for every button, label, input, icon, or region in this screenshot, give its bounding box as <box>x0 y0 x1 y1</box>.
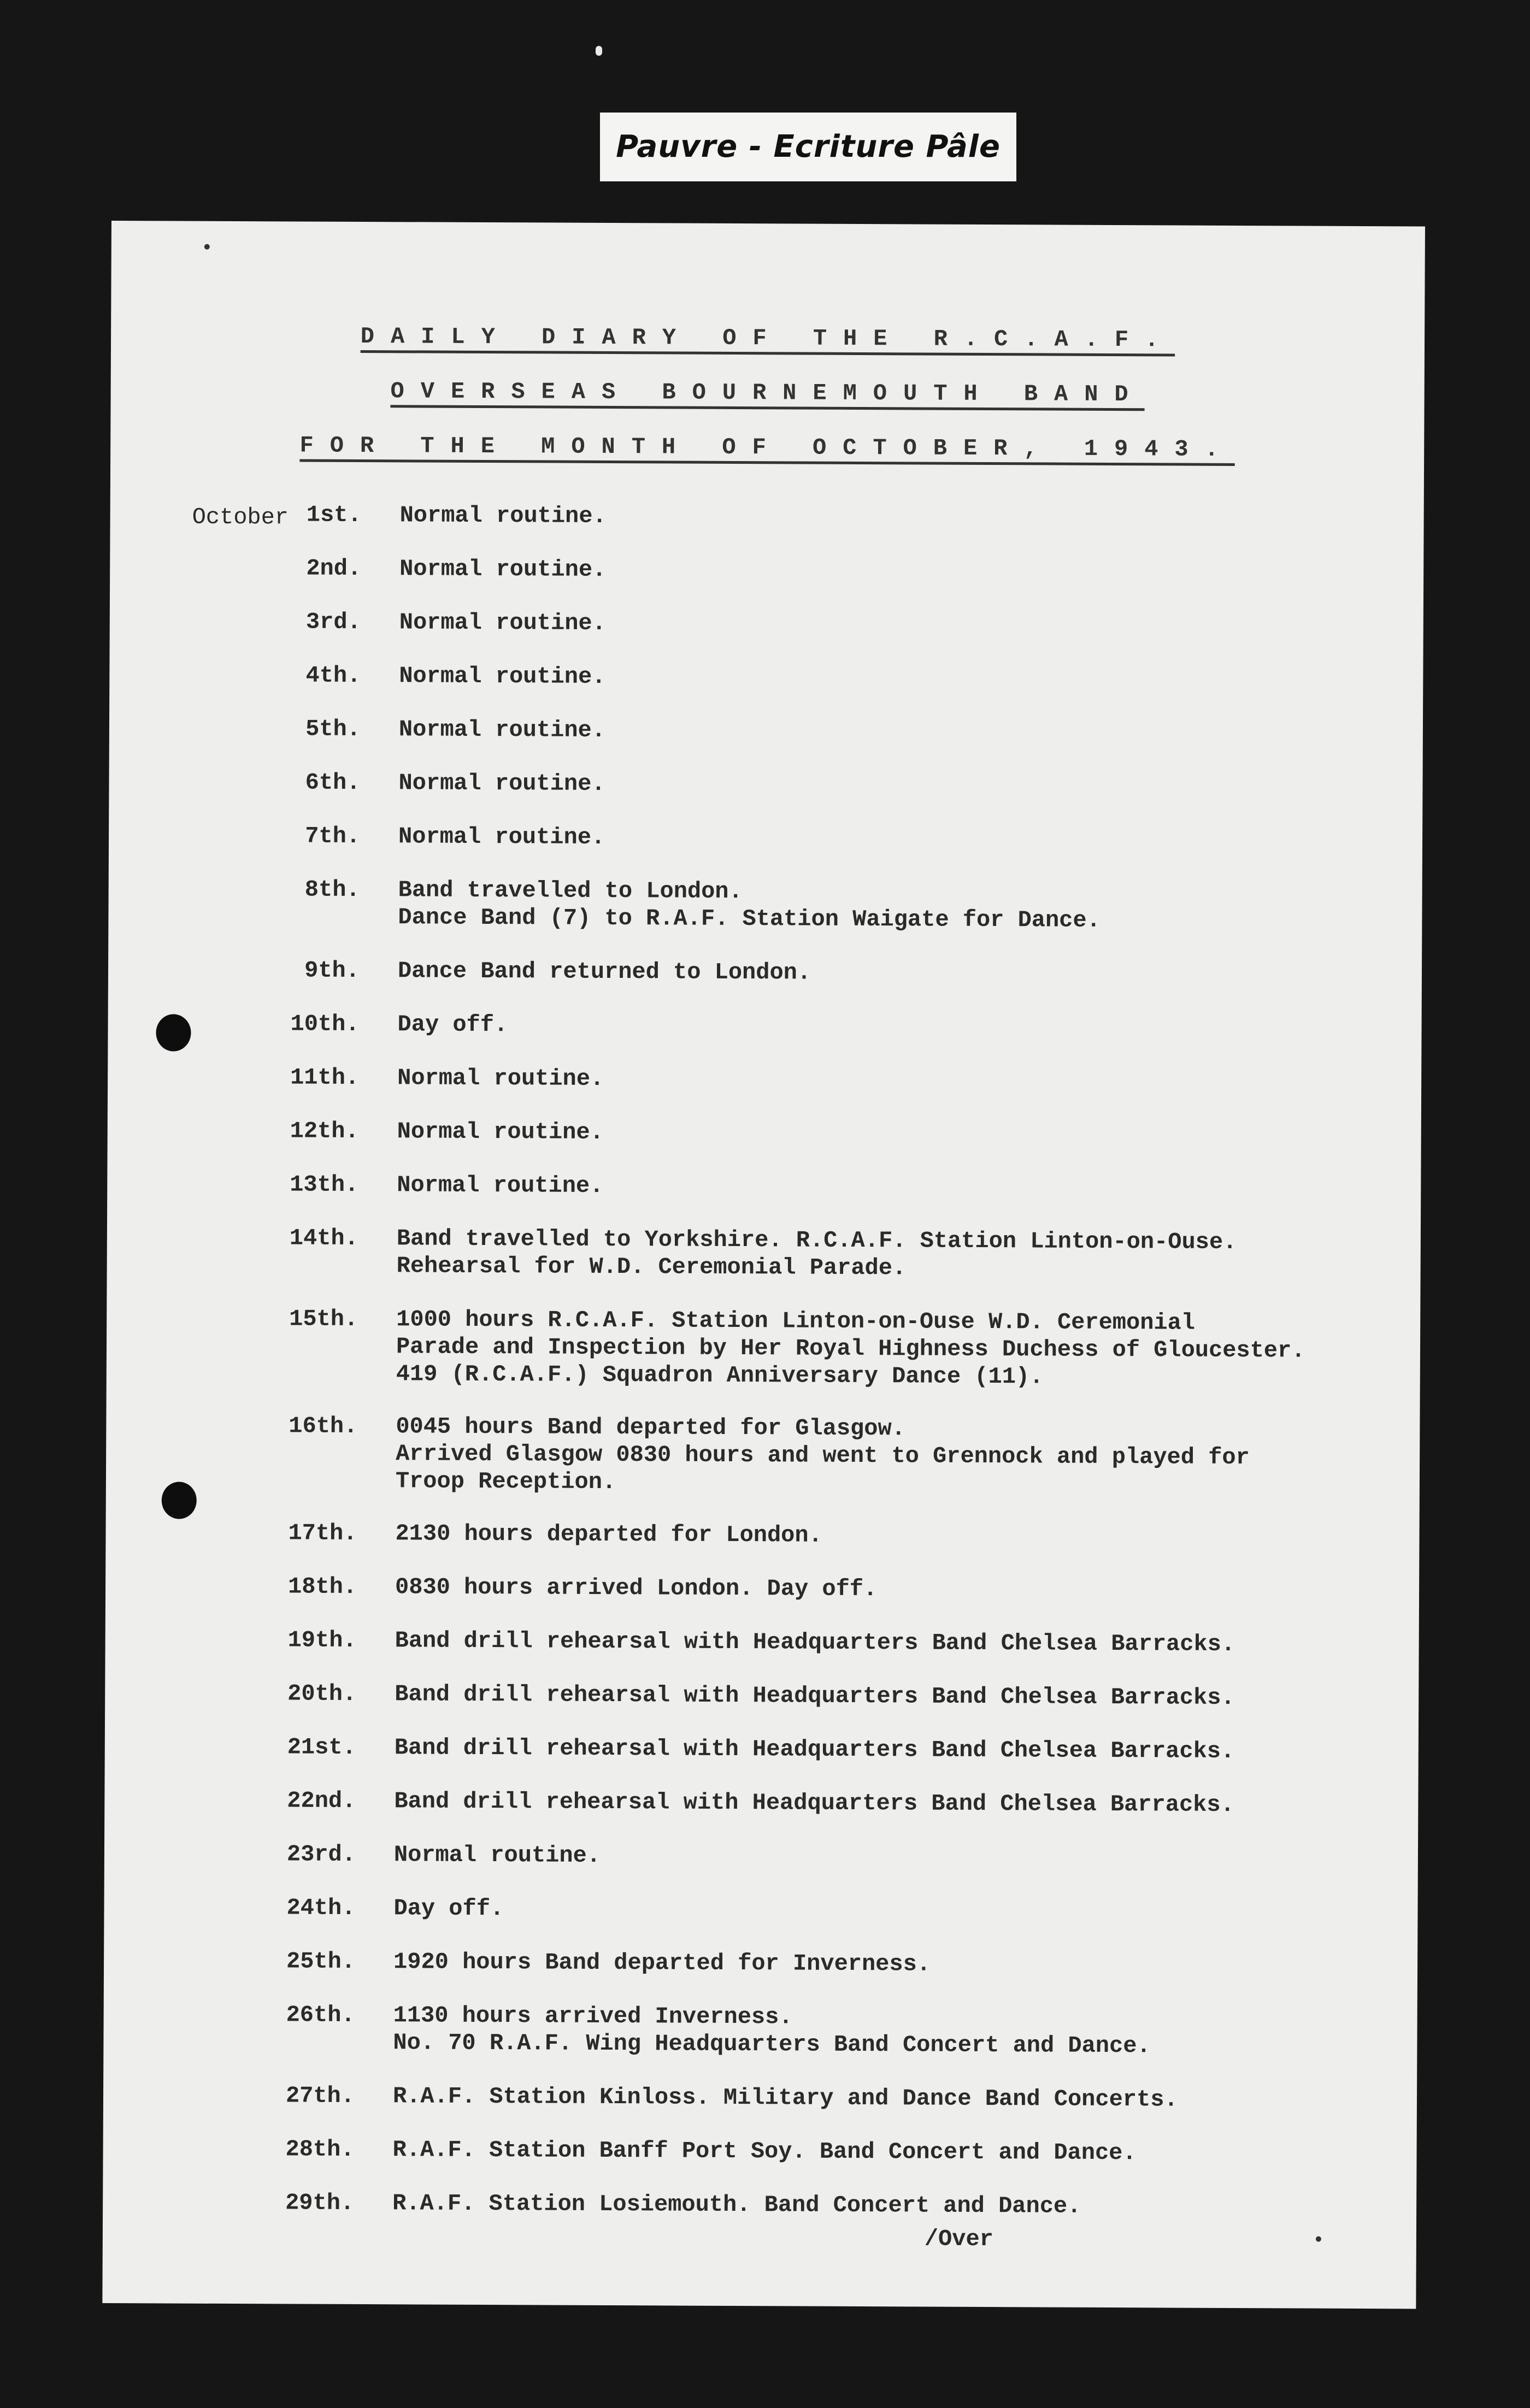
title-line-1: DAILY DIARY OF THE R.C.A.F. <box>360 323 1175 353</box>
diary-entry <box>109 661 1423 690</box>
entry-text <box>395 1627 1411 1659</box>
entry-day: 27th. <box>285 2082 355 2109</box>
entry-line: Rehearsal for W.D. Ceremonial Parade. <box>396 1253 907 1282</box>
entry-text <box>393 2002 1409 2061</box>
entry-day: 28th. <box>285 2136 355 2163</box>
entry-line: 2130 hours departed for London. <box>395 1520 822 1549</box>
entry-text <box>397 1118 1414 1149</box>
diary-entry <box>107 1170 1421 1199</box>
entry-text <box>395 1573 1411 1605</box>
entry-line: Normal routine. <box>398 823 605 851</box>
diary-entry <box>106 1519 1420 1549</box>
entry-line: Band drill rehearsal with Headquarters Band Chelsea Barracks. <box>395 1681 1235 1711</box>
diary-entry <box>104 1840 1418 1869</box>
entry-text <box>392 2136 1409 2168</box>
entry-line: Normal routine. <box>398 716 606 743</box>
entry-line: Band drill rehearsal with Headquarters Band Chelsea Barracks. <box>394 1788 1234 1818</box>
entry-text <box>398 876 1414 935</box>
entry-day: 19th. <box>287 1627 357 1654</box>
diary-entry <box>108 1010 1422 1038</box>
diary-entry <box>109 875 1422 934</box>
diary-entry <box>105 1733 1419 1764</box>
entry-line: Dance Band (7) to R.A.F. Station Waigate for Dance. <box>398 904 1101 934</box>
entry-line: Normal routine. <box>397 1118 604 1146</box>
diary-entry <box>110 554 1423 583</box>
diary-entry <box>105 1572 1419 1603</box>
diary-entry <box>108 956 1422 986</box>
diary-entry <box>105 1679 1419 1711</box>
entry-line: R.A.F. Station Kinloss. Military and Dance Band Concerts. <box>392 2083 1178 2113</box>
entry-line: Day off. <box>397 1011 508 1038</box>
diary-entry <box>103 2081 1417 2113</box>
document-page <box>102 221 1425 2309</box>
entry-day: 6th. <box>305 769 361 796</box>
entry-day: 24th. <box>286 1894 356 1921</box>
diary-entry <box>108 1117 1421 1146</box>
diary-entry <box>109 822 1422 851</box>
entry-text <box>399 609 1416 640</box>
diary-entry <box>104 1786 1418 1818</box>
entry-text <box>393 2082 1409 2114</box>
entry-line: 1920 hours Band departed for Inverness. <box>393 1949 931 1978</box>
entry-line: 1130 hours arrived Inverness. <box>393 2002 793 2031</box>
entry-day: 8th. <box>304 876 360 903</box>
entry-line: Band travelled to London. <box>398 877 743 905</box>
archive-label: Pauvre - Ecriture Pâle <box>600 113 1016 181</box>
entry-line: 419 (R.C.A.F.) Squadron Anniversary Dance (11). <box>396 1361 1044 1390</box>
entry-day: 29th. <box>285 2189 355 2216</box>
entry-line: Normal routine. <box>399 609 606 636</box>
diary-entry <box>105 1626 1419 1657</box>
entry-text <box>394 1787 1410 1819</box>
entry-text <box>395 1520 1411 1551</box>
month-label: October <box>192 504 289 531</box>
diary-entry <box>104 1947 1417 1978</box>
entry-line: R.A.F. Station Losiemouth. Band Concert and Dance. <box>392 2190 1081 2220</box>
entry-line: Normal routine. <box>397 1065 604 1092</box>
entry-text <box>398 769 1415 801</box>
entry-text <box>396 1413 1413 1499</box>
entry-text <box>397 1171 1413 1203</box>
entry-line: Band drill rehearsal with Headquarters Band Chelsea Barracks. <box>395 1627 1235 1657</box>
entry-day: 10th. <box>290 1011 360 1037</box>
entry-day: 11th. <box>290 1064 360 1091</box>
entry-line: Arrived Glasgow 0830 hours and went to Grennock and played for <box>396 1441 1250 1471</box>
entry-day: 26th. <box>286 2002 355 2028</box>
entry-day: 5th. <box>305 716 361 742</box>
entry-text <box>393 1894 1410 1926</box>
entry-line: 0830 hours arrived London. Day off. <box>395 1574 878 1603</box>
entry-day: 2nd. <box>306 555 362 582</box>
entry-day: 16th. <box>289 1413 358 1439</box>
entry-day: 7th. <box>305 823 361 849</box>
diary-entry <box>106 1412 1420 1496</box>
entry-text <box>395 1680 1411 1712</box>
entry-line: 1000 hours R.C.A.F. Station Linton-on-Ouse W.D. Ceremonial <box>396 1306 1196 1336</box>
entry-day: 12th. <box>290 1118 359 1144</box>
diary-entry <box>104 2000 1417 2059</box>
diary-entry <box>103 2135 1417 2167</box>
entry-text <box>400 501 1416 533</box>
entry-line: Troop Reception. <box>395 1468 616 1496</box>
diary-entries <box>102 221 1425 2309</box>
diary-entry <box>107 1224 1421 1282</box>
entry-line: Normal routine. <box>393 1842 601 1869</box>
diary-entry <box>103 2188 1416 2220</box>
entry-text <box>399 555 1416 587</box>
continued-marker: /Over <box>924 2226 994 2253</box>
entry-line: Normal routine. <box>399 502 607 529</box>
diary-entry <box>108 1063 1421 1092</box>
entry-day: 14th. <box>289 1225 358 1252</box>
entry-text <box>394 1841 1410 1873</box>
entry-line: Dance Band returned to London. <box>397 958 811 986</box>
entry-day: 9th. <box>304 957 360 984</box>
entry-text <box>395 1734 1411 1766</box>
entry-day: 22nd. <box>287 1787 356 1814</box>
film-mark <box>596 46 602 56</box>
diary-entry <box>110 607 1423 636</box>
entry-line: Normal routine. <box>399 663 606 690</box>
entry-day: 15th. <box>289 1306 358 1332</box>
entry-line: No. 70 R.A.F. Wing Headquarters Band Concert and Dance. <box>393 2029 1151 2059</box>
entry-line: Normal routine. <box>399 556 607 583</box>
entry-text <box>396 1306 1413 1392</box>
diary-entry <box>107 1305 1420 1390</box>
entry-text <box>398 957 1414 989</box>
entry-line: Normal routine. <box>398 770 605 797</box>
diary-entry <box>109 715 1423 743</box>
entry-text <box>392 2189 1409 2221</box>
entry-day: 4th. <box>305 662 361 689</box>
entry-line: Normal routine. <box>397 1172 604 1199</box>
entry-text <box>398 823 1415 854</box>
entry-line: Band travelled to Yorkshire. R.C.A.F. Station Linton-on-Ouse. <box>396 1225 1237 1256</box>
entry-day: 25th. <box>286 1948 356 1975</box>
entry-text <box>399 716 1415 747</box>
entry-text <box>397 1011 1414 1042</box>
entry-line: 0045 hours Band departed for Glasgow. <box>396 1413 906 1442</box>
entry-text <box>399 662 1415 694</box>
entry-line: Day off. <box>393 1895 504 1922</box>
entry-line: Band drill rehearsal with Headquarters Band Chelsea Barracks. <box>394 1734 1235 1764</box>
entry-line: Parade and Inspection by Her Royal Highness Duchess of Gloucester. <box>396 1333 1305 1364</box>
entry-text <box>397 1064 1414 1096</box>
entry-day: 18th. <box>287 1573 357 1600</box>
entry-line: R.A.F. Station Banff Port Soy. Band Concert and Dance. <box>392 2136 1137 2167</box>
entry-day: 3rd. <box>305 609 361 635</box>
entry-text <box>397 1225 1413 1284</box>
title-line-3: FOR THE MONTH OF OCTOBER, 1943. <box>299 432 1235 463</box>
diary-entry <box>104 1893 1418 1922</box>
title-line-2: OVERSEAS BOURNEMOUTH BAND <box>390 378 1145 408</box>
entry-text <box>393 1948 1410 1980</box>
entry-day: 21st. <box>287 1734 356 1761</box>
entry-day: 23rd. <box>286 1841 356 1868</box>
entry-day: 17th. <box>288 1520 357 1547</box>
entry-day: 1st. <box>306 501 362 529</box>
entry-day: 20th. <box>287 1680 357 1707</box>
entry-day: 13th. <box>290 1171 359 1198</box>
diary-entry <box>109 768 1423 797</box>
